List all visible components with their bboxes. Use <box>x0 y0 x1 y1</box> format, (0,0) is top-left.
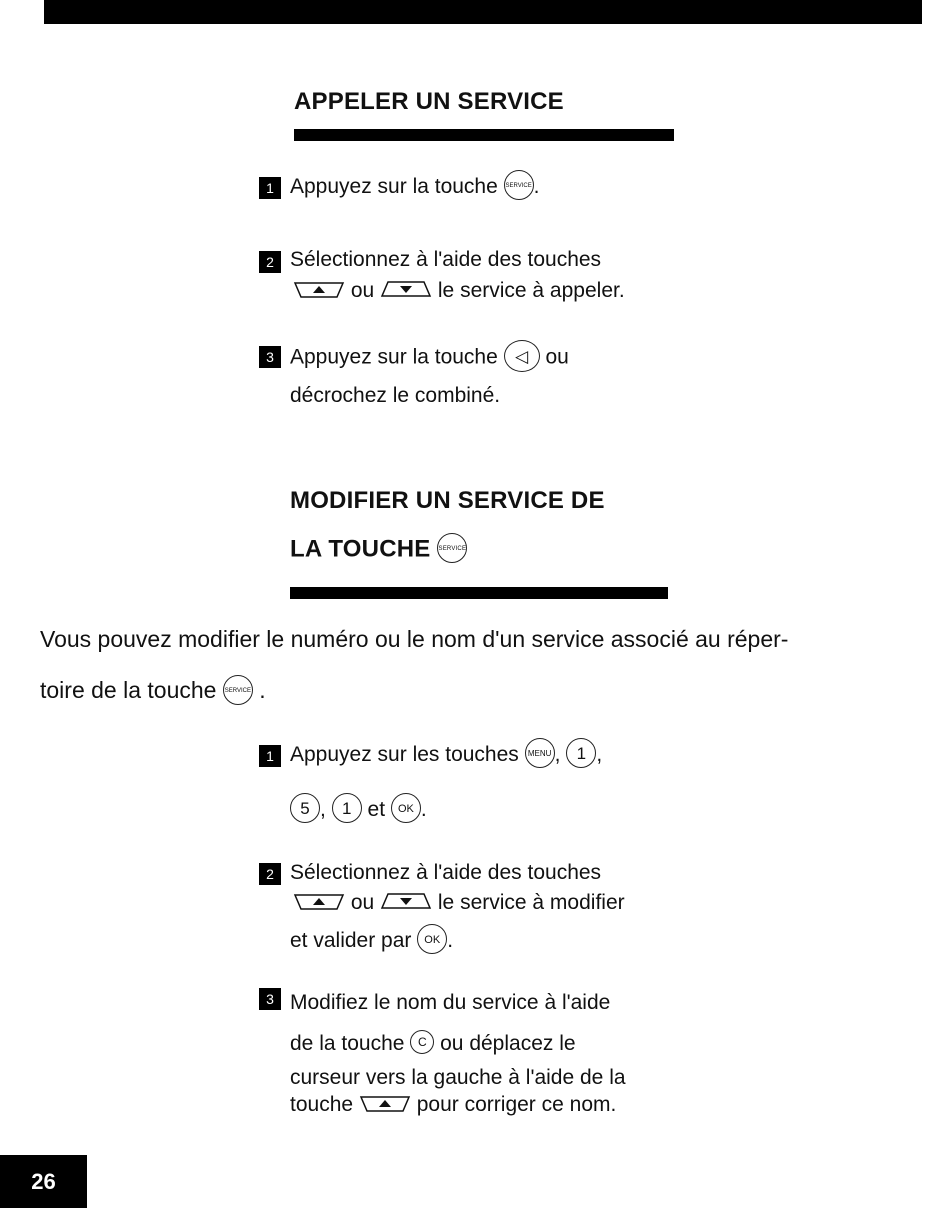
step-1-line1: Appuyez sur les touches MENU , 1 , <box>290 740 602 770</box>
section-title-modifier-line1: MODIFIER UN SERVICE DE <box>290 487 605 514</box>
step-3-line1: Appuyez sur la touche ◁ ou <box>290 342 569 374</box>
service-key-icon: SERVICE <box>223 675 253 705</box>
key-5-icon: 5 <box>290 793 320 823</box>
section-rule <box>290 587 668 599</box>
step-3-line2: décrochez le combiné. <box>290 384 501 407</box>
step-2-line1: Sélectionnez à l'aide des touches <box>290 861 602 884</box>
step-3-line3: curseur vers la gauche à l'aide de la <box>290 1066 626 1089</box>
service-key-icon: SERVICE <box>504 170 534 200</box>
step-number: 3 <box>259 988 281 1010</box>
step-number: 2 <box>259 863 281 885</box>
step-number: 1 <box>259 177 281 199</box>
step-2-line1: Sélectionnez à l'aide des touches <box>290 248 602 271</box>
up-arrow-key-icon <box>293 279 345 299</box>
step-3-line1: Modifiez le nom du service à l'aide <box>290 991 611 1014</box>
intro-line2: toire de la touche SERVICE . <box>40 675 266 707</box>
step-3-line4: touche pour corriger ce nom. <box>290 1093 617 1116</box>
page-number: 26 <box>0 1155 87 1208</box>
key-1-icon: 1 <box>332 793 362 823</box>
handsfree-key-icon: ◁ <box>504 340 540 372</box>
step-text: Appuyez sur la touche <box>290 175 498 198</box>
step-1-text: Appuyez sur la touche SERVICE. <box>290 172 539 202</box>
step-2-line3: et valider par OK . <box>290 926 453 956</box>
up-arrow-key-icon <box>359 1093 411 1113</box>
service-key-icon: SERVICE <box>437 533 467 563</box>
key-1-icon: 1 <box>566 738 596 768</box>
c-key-icon: C <box>410 1030 434 1054</box>
ok-key-icon: OK <box>391 793 421 823</box>
step-2-line2: ou le service à appeler. <box>293 276 625 306</box>
step-3-line2: de la touche C ou déplacez le <box>290 1032 576 1055</box>
section-title-appeler: APPELER UN SERVICE <box>294 88 564 115</box>
step-1-line2: 5 , 1 et OK . <box>290 795 427 825</box>
ok-key-icon: OK <box>417 924 447 954</box>
section-rule <box>294 129 674 141</box>
intro-line1: Vous pouvez modifier le numéro ou le nom d'un service associé au réper- <box>40 626 789 652</box>
down-arrow-key-icon <box>380 279 432 299</box>
step-2-line2: ou le service à modifier <box>293 888 625 918</box>
down-arrow-key-icon <box>380 891 432 911</box>
section-title-modifier-line2: LA TOUCHE SERVICE <box>290 535 467 565</box>
step-number: 1 <box>259 745 281 767</box>
menu-key-icon: MENU <box>525 738 555 768</box>
step-number: 3 <box>259 346 281 368</box>
step-number: 2 <box>259 251 281 273</box>
up-arrow-key-icon <box>293 891 345 911</box>
top-black-bar <box>44 0 922 24</box>
